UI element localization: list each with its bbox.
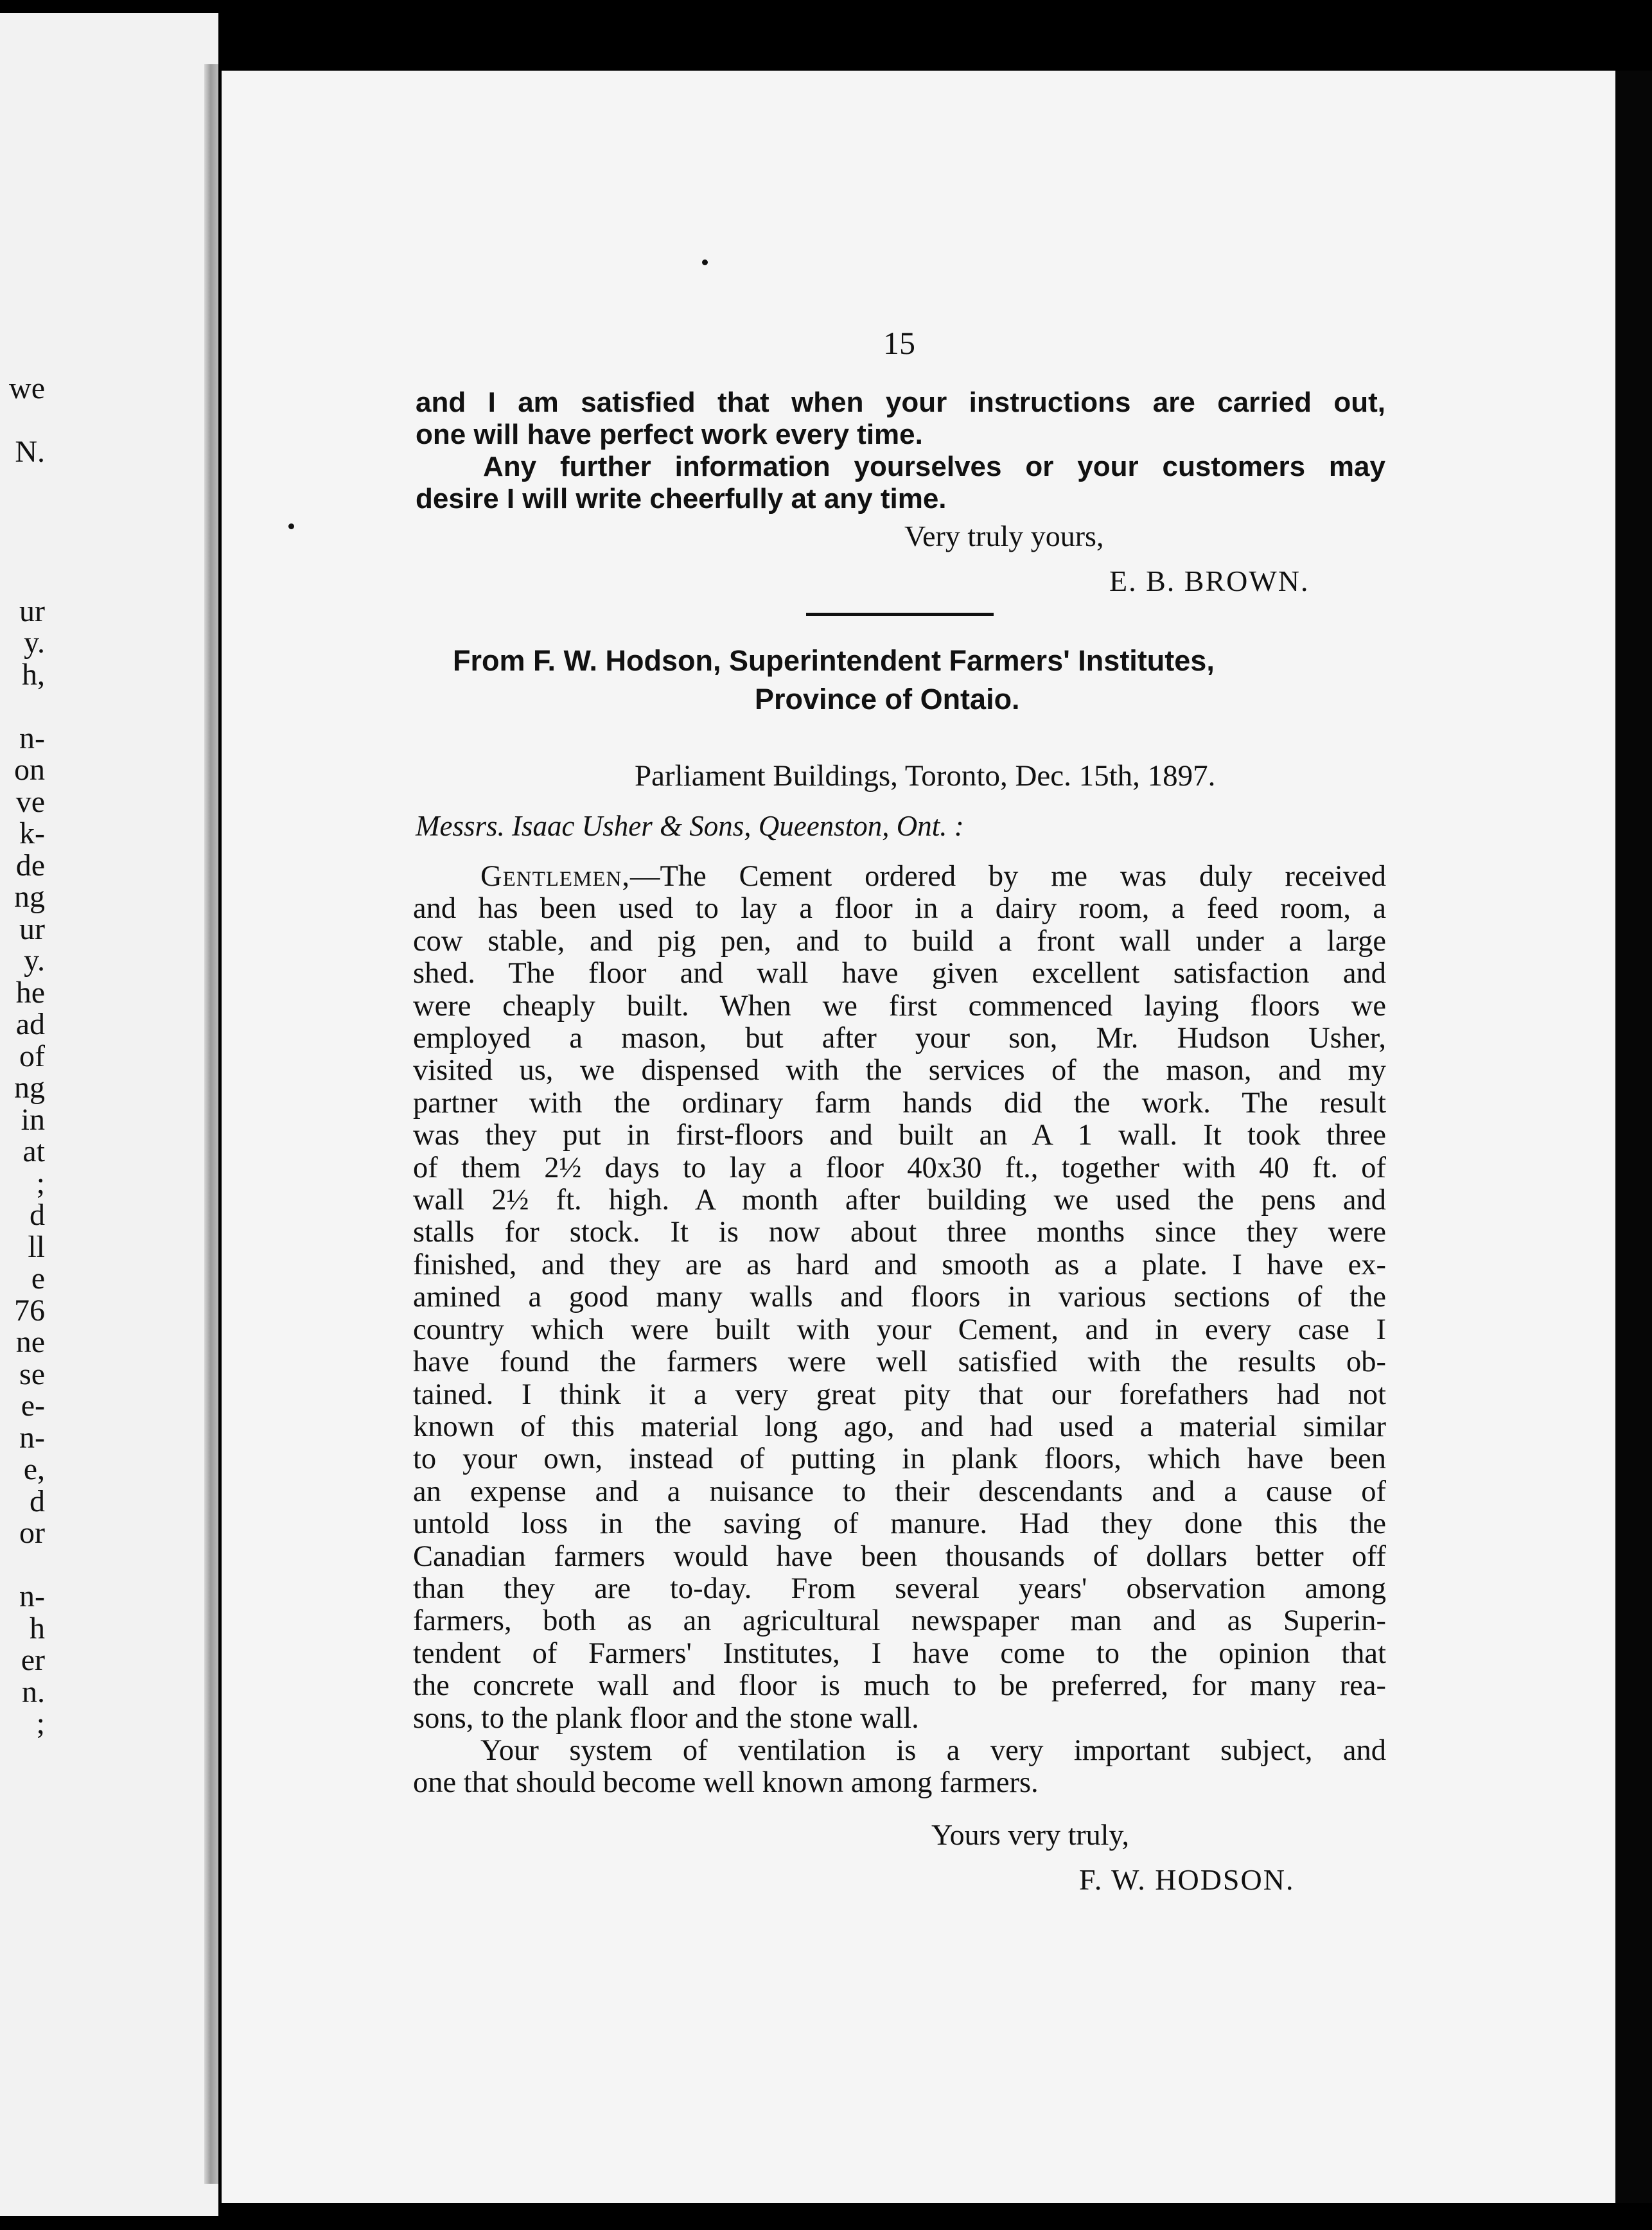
left-page-fragment: or (19, 1516, 45, 1550)
text-line: shed. The floor and wall have given excellent satisfaction and (413, 957, 1386, 990)
brown-letter-body (416, 387, 1385, 515)
left-page-fragment (0, 563, 45, 595)
text-line: and I am satisfied that when your instructions are carried out, (416, 387, 1385, 418)
left-page-fragment: ne (15, 1325, 45, 1359)
left-page-fragment: k- (19, 816, 45, 850)
left-page-fragment: h (30, 1611, 45, 1646)
hodson-letter-body (413, 861, 1386, 1800)
section-divider (806, 613, 994, 616)
left-page-fragment: ad (15, 1007, 45, 1041)
hodson-signature: F. W. HODSON. (1079, 1863, 1295, 1896)
left-page-fragment: e, (23, 1452, 45, 1486)
left-page-fragment: at (22, 1134, 45, 1168)
text-line: known of this material long ago, and had used a material similar (413, 1410, 1386, 1443)
left-page-fragment: ng (14, 1071, 45, 1105)
left-page-fragment: N. (15, 435, 45, 469)
text-line: Gentlemen,—The Cement ordered by me was duly received (480, 860, 1386, 893)
left-page-fragment: ll (28, 1229, 45, 1264)
text-line: employed a mason, but after your son, Mr. Hudson Usher, (413, 1022, 1386, 1055)
text-line: to your own, instead of putting in plank floors, which have been (413, 1443, 1386, 1476)
left-page-fragment (0, 1549, 45, 1581)
left-page-fragment: e (31, 1261, 45, 1295)
text-line: and has been used to lay a floor in a dairy room, a feed room, a (413, 892, 1386, 926)
left-page-fragment: ve (15, 784, 45, 819)
left-page-fragment: d (30, 1484, 45, 1518)
left-page-fragment: d (30, 1198, 45, 1232)
text-line: desire I will write cheerfully at any time. (416, 483, 947, 514)
text-line: amined a good many walls and floors in various sections of the (413, 1281, 1386, 1314)
left-page-fragment (0, 468, 45, 500)
left-facing-page (0, 13, 218, 2216)
book-gutter (204, 64, 218, 2184)
left-page-fragment: se (19, 1356, 45, 1391)
left-page-fragment: on (14, 753, 45, 787)
ink-speck (702, 259, 708, 265)
left-page-fragment: n- (19, 1579, 45, 1613)
page-number: 15 (883, 325, 915, 361)
text-line: cow stable, and pig pen, and to build a front wall under a large (413, 924, 1386, 958)
left-page-fragment: he (15, 975, 45, 1010)
text-line: one will have perfect work every time. (416, 419, 923, 450)
left-page-fragment (0, 690, 45, 723)
left-page-fragment: y. (24, 944, 45, 978)
left-page-fragment: n- (19, 1420, 45, 1455)
left-page-fragment: n- (19, 721, 45, 755)
left-page-fragment: ; (36, 1707, 45, 1741)
text-line: partner with the ordinary farm hands did the work. The result (413, 1086, 1386, 1119)
left-page-fragment: we (9, 371, 45, 405)
brown-closing: Very truly yours, (904, 520, 1104, 552)
text-line: was they put in first-floors and built an A 1 wall. It took three (413, 1119, 1386, 1152)
left-page-fragment (0, 532, 45, 564)
text-line: of them 2½ days to lay a floor 40x30 ft., together with 40 ft. of (413, 1151, 1386, 1184)
left-page-fragment: ; (36, 1166, 45, 1200)
left-page-fragment: h, (22, 657, 45, 692)
left-page-fragment: de (15, 848, 45, 882)
left-page-fragment: n. (22, 1674, 45, 1709)
text-line: an expense and a nuisance to their descendants and a cause of (413, 1475, 1386, 1508)
text-line: than they are to-day. From several years' observation among (413, 1572, 1386, 1605)
text-line: the concrete wall and floor is much to be preferred, for many rea- (413, 1669, 1386, 1703)
greeting: Gentlemen, (480, 860, 630, 893)
letter-heading-province: Province of Ontaio. (755, 683, 1020, 716)
text-line: untold loss in the saving of manure. Had they done this the (413, 1507, 1386, 1541)
text-line: sons, to the plank floor and the stone wall. (413, 1701, 919, 1735)
left-page-fragment: e- (21, 1389, 45, 1423)
left-page-text-fragments (0, 373, 45, 1740)
text-line: were cheaply built. When we first commenced laying floors we (413, 989, 1386, 1023)
text-line: one that should become well known among farmers. (413, 1766, 1039, 1800)
text-line: finished, and they are as hard and smooth as a plate. I have ex- (413, 1248, 1386, 1281)
text-line: farmers, both as an agricultural newspaper man and as Superin- (413, 1604, 1386, 1638)
left-page-fragment: 76 (14, 1293, 45, 1328)
text-line: tendent of Farmers' Institutes, I have come to the opinion that (413, 1637, 1386, 1670)
right-page-edge (1615, 71, 1652, 2203)
left-page-fragment: y. (24, 626, 45, 660)
left-page-fragment (0, 500, 45, 532)
letter-dateline: Parliament Buildings, Toronto, Dec. 15th, 1897. (635, 759, 1216, 793)
letter-heading: From F. W. Hodson, Superintendent Farmers' Institutes, (453, 644, 1215, 677)
text-line: stalls for stock. It is now about three months since they were (413, 1216, 1386, 1249)
text-line: country which were built with your Cement, and in every case I (413, 1313, 1386, 1346)
ink-speck (288, 523, 294, 529)
left-page-fragment: in (21, 1102, 45, 1137)
left-page-fragment: er (21, 1643, 45, 1677)
text-line: wall 2½ ft. high. A month after building we used the pens and (413, 1184, 1386, 1217)
left-page-fragment: ng (14, 880, 45, 914)
left-page-fragment: of (19, 1039, 45, 1073)
left-page-fragment (0, 405, 45, 437)
text-line: visited us, we dispensed with the services of the mason, and my (413, 1054, 1386, 1087)
brown-signature: E. B. BROWN. (1109, 565, 1310, 597)
text-line: have found the farmers were well satisfied with the results ob- (413, 1346, 1386, 1379)
text-line: Any further information yourselves or your customers may (483, 451, 1385, 482)
hodson-closing: Yours very truly, (931, 1818, 1129, 1851)
left-page-fragment: ur (19, 911, 45, 946)
text-line: tained. I think it a very great pity that our forefathers had not (413, 1378, 1386, 1411)
letter-salutation: Messrs. Isaac Usher & Sons, Queenston, Ont. : (416, 810, 964, 842)
text-line: Canadian farmers would have been thousands of dollars better off (413, 1540, 1386, 1573)
left-page-fragment: ur (19, 593, 45, 628)
text-line: Your system of ventilation is a very important subject, and (480, 1734, 1386, 1767)
